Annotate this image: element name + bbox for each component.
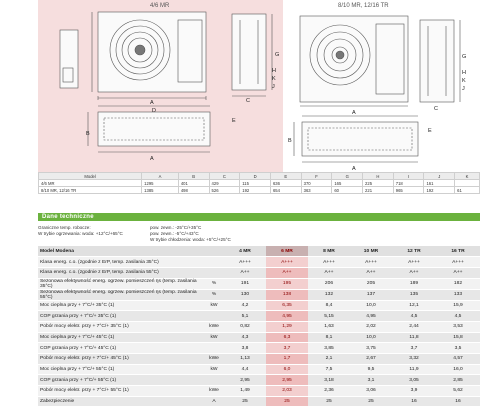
spec-parameter-cell: Sezonowa efektywność energ. ogrzew. pomieszczeń ηs (temp. zasilania 55°C) bbox=[38, 289, 204, 300]
spec-parameter-cell: Klasa energ. c.o. (zgodnie z ErP, temp. zasilania 35°C) bbox=[38, 257, 204, 268]
spec-value-cell: 3,18 bbox=[308, 375, 350, 386]
spec-value-cell: 3,5 bbox=[436, 343, 480, 354]
dims-value-cell: 654 bbox=[270, 187, 301, 194]
spec-header-6mr: 6 MR bbox=[266, 246, 308, 257]
right-top-view bbox=[302, 122, 418, 156]
spec-unit-cell: kW bbox=[204, 332, 224, 343]
spec-value-cell: 15,9 bbox=[436, 300, 480, 311]
spec-value-cell: A+++ bbox=[350, 257, 392, 268]
spec-unit-cell: kW bbox=[204, 364, 224, 375]
spec-row bbox=[38, 257, 480, 268]
spec-value-cell: 16 bbox=[392, 396, 436, 407]
spec-row bbox=[38, 364, 480, 375]
spec-row bbox=[38, 396, 480, 407]
dims-header-cell: I bbox=[393, 173, 424, 180]
dim-label-E-right: E bbox=[428, 128, 432, 134]
spec-value-cell-highlighted: 6,0 bbox=[266, 364, 308, 375]
spec-value-cell-highlighted: 1,7 bbox=[266, 354, 308, 365]
spec-value-cell: 8,4 bbox=[308, 300, 350, 311]
spec-value-cell-highlighted: 2,03 bbox=[266, 386, 308, 397]
spec-value-cell: 5,1 bbox=[224, 311, 266, 322]
spec-value-cell: 5,62 bbox=[436, 386, 480, 397]
dims-header-cell: D bbox=[240, 173, 271, 180]
spec-value-cell: A+++ bbox=[308, 257, 350, 268]
dims-row bbox=[39, 180, 480, 187]
dim-label-A2-right: A bbox=[352, 166, 356, 172]
spec-value-cell: A++ bbox=[436, 267, 480, 278]
dims-header-cell: C bbox=[209, 173, 240, 180]
spec-value-cell-highlighted: 195 bbox=[266, 278, 308, 289]
spec-row bbox=[38, 321, 480, 332]
spec-value-cell-highlighted: A++ bbox=[266, 267, 308, 278]
spec-unit-cell bbox=[204, 311, 224, 322]
spec-value-cell: 1,49 bbox=[224, 386, 266, 397]
dims-value-cell: 221 bbox=[363, 187, 394, 194]
spec-unit-cell bbox=[204, 267, 224, 278]
spec-value-cell-highlighted: 6,35 bbox=[266, 300, 308, 311]
dims-header-cell: B bbox=[178, 173, 209, 180]
spec-value-cell: 3,05 bbox=[392, 375, 436, 386]
dims-value-cell: 192 bbox=[424, 187, 455, 194]
left-model-label: 4/6 MR bbox=[150, 3, 170, 9]
dims-value-cell: 401 bbox=[178, 180, 209, 187]
dim-label-A2-left: A bbox=[150, 156, 154, 162]
dim-label-D-left: D bbox=[152, 108, 156, 114]
dims-value-cell: 225 bbox=[363, 180, 394, 187]
dim-label-A-left: A bbox=[150, 100, 154, 106]
spec-row bbox=[38, 300, 480, 311]
spec-value-cell: 4,2 bbox=[224, 300, 266, 311]
dims-header-cell: A bbox=[142, 173, 179, 180]
spec-unit-cell bbox=[204, 343, 224, 354]
spec-value-cell: 9,5 bbox=[350, 364, 392, 375]
spec-value-cell: 4,95 bbox=[350, 311, 392, 322]
spec-value-cell: 2,67 bbox=[350, 354, 392, 365]
dims-value-cell: 1295 bbox=[142, 180, 179, 187]
spec-unit-cell: kW bbox=[204, 300, 224, 311]
spec-row bbox=[38, 278, 480, 289]
spec-parameter-cell: Moc cieplna przy + 7°C/+ 45°C (1) bbox=[38, 332, 204, 343]
dims-header-cell: F bbox=[301, 173, 332, 180]
spec-unit-cell bbox=[204, 257, 224, 268]
conditions-right-2: pow. zewn.: -5°C/+43°C bbox=[150, 231, 199, 236]
unit-dimension-drawings bbox=[0, 0, 480, 172]
dim-label-C-left: C bbox=[246, 98, 250, 104]
right-model-label: 8/10 MR, 12/16 TR bbox=[338, 3, 389, 9]
dims-header-cell: Model bbox=[39, 173, 142, 180]
spec-row bbox=[38, 343, 480, 354]
spec-value-cell: 2,44 bbox=[392, 321, 436, 332]
spec-row bbox=[38, 267, 480, 278]
spec-value-cell: 11,8 bbox=[392, 332, 436, 343]
spec-value-cell: A++ bbox=[308, 267, 350, 278]
spec-unit-cell: % bbox=[204, 289, 224, 300]
spec-value-cell: 133 bbox=[436, 289, 480, 300]
spec-value-cell: 137 bbox=[350, 289, 392, 300]
spec-value-cell: 4,4 bbox=[224, 364, 266, 375]
spec-header-unit bbox=[204, 246, 224, 257]
technical-spec-table bbox=[38, 246, 480, 407]
spec-value-cell: 11,9 bbox=[392, 364, 436, 375]
spec-value-cell: A++ bbox=[224, 267, 266, 278]
spec-header-12tr: 12 TR bbox=[392, 246, 436, 257]
spec-value-cell: 8,1 bbox=[308, 332, 350, 343]
spec-parameter-cell: COP grzania przy + 7°C/+ 35°C (1) bbox=[38, 311, 204, 322]
spec-value-cell: 2,02 bbox=[350, 321, 392, 332]
spec-header-8mr: 8 MR bbox=[308, 246, 350, 257]
spec-parameter-cell: Zabezpieczenie bbox=[38, 396, 204, 407]
dims-value-cell: 370 bbox=[301, 180, 332, 187]
dims-value-cell bbox=[455, 180, 480, 187]
spec-value-cell: 3,53 bbox=[436, 321, 480, 332]
dim-label-K-right: K bbox=[462, 78, 466, 84]
dim-label-G-right: G bbox=[462, 54, 467, 60]
spec-value-cell: 16,0 bbox=[436, 364, 480, 375]
spec-value-cell: 0,82 bbox=[224, 321, 266, 332]
spec-row bbox=[38, 354, 480, 365]
spec-value-cell: A+++ bbox=[436, 257, 480, 268]
spec-parameter-cell: Sezonowa efektywność energ. ogrzew. pomieszczeń ηs (temp. zasilania 35°C) bbox=[38, 278, 204, 289]
dims-value-cell: 165 bbox=[332, 180, 363, 187]
spec-value-cell: 191 bbox=[224, 278, 266, 289]
dim-label-H-right: H bbox=[462, 70, 466, 76]
dims-value-cell: 115 bbox=[240, 180, 271, 187]
spec-row bbox=[38, 289, 480, 300]
dims-value-cell: 636 bbox=[270, 180, 301, 187]
dims-value-cell: 192 bbox=[240, 187, 271, 194]
spec-value-cell: 15,8 bbox=[436, 332, 480, 343]
spec-value-cell: 2,36 bbox=[308, 386, 350, 397]
conditions-right-1: pow. zewn.: -25°C/+35°C bbox=[150, 225, 202, 230]
spec-value-cell: 3,06 bbox=[350, 386, 392, 397]
spec-value-cell-highlighted: 4,95 bbox=[266, 311, 308, 322]
spec-value-cell: 5,15 bbox=[308, 311, 350, 322]
dims-header-cell: K bbox=[455, 173, 480, 180]
spec-header-row bbox=[38, 246, 480, 257]
spec-value-cell: 205 bbox=[350, 278, 392, 289]
dim-label-C-right: C bbox=[434, 106, 438, 112]
dims-row bbox=[39, 187, 480, 194]
dim-label-B-left: B bbox=[86, 131, 90, 137]
dim-label-K-left: K bbox=[272, 76, 276, 82]
spec-value-cell: 4,5 bbox=[392, 311, 436, 322]
spec-value-cell: 3,75 bbox=[350, 343, 392, 354]
spec-value-cell-highlighted: 6,3 bbox=[266, 332, 308, 343]
spec-value-cell: 16 bbox=[436, 396, 480, 407]
dims-header-cell: J bbox=[424, 173, 455, 180]
dims-value-cell: 60 bbox=[332, 187, 363, 194]
spec-header-10mr: 10 MR bbox=[350, 246, 392, 257]
spec-row bbox=[38, 311, 480, 322]
spec-value-cell: 132 bbox=[308, 289, 350, 300]
dims-header-cell: G bbox=[332, 173, 363, 180]
spec-value-cell: 189 bbox=[392, 278, 436, 289]
spec-unit-cell: % bbox=[204, 278, 224, 289]
spec-value-cell: 4,3 bbox=[224, 332, 266, 343]
conditions-left-2: W trybie ogrzewania: woda: +12°C/+65°C bbox=[38, 231, 123, 236]
dims-header-cell: H bbox=[363, 173, 394, 180]
spec-value-cell: 25 bbox=[308, 396, 350, 407]
spec-parameter-cell: Moc cieplna przy + 7°C/+ 55°C (1) bbox=[38, 364, 204, 375]
dim-label-J-right: J bbox=[462, 86, 465, 92]
spec-value-cell: 182 bbox=[436, 278, 480, 289]
dims-model-cell: 4/6 MR bbox=[39, 180, 142, 187]
spec-value-cell: 1,13 bbox=[224, 354, 266, 365]
spec-value-cell: 3,1 bbox=[350, 375, 392, 386]
spec-unit-cell: kWe bbox=[204, 321, 224, 332]
spec-value-cell: 3,9 bbox=[392, 386, 436, 397]
spec-value-cell: 10,0 bbox=[350, 332, 392, 343]
dim-label-G-left: G bbox=[275, 52, 280, 58]
spec-value-cell-highlighted: 25 bbox=[266, 396, 308, 407]
spec-value-cell: 2,85 bbox=[436, 375, 480, 386]
dim-label-E-left: E bbox=[232, 118, 236, 124]
spec-unit-cell bbox=[204, 375, 224, 386]
spec-unit-cell: A bbox=[204, 396, 224, 407]
dims-model-cell: 8/10 MR, 12/16 TR bbox=[39, 187, 142, 194]
spec-header-16tr: 16 TR bbox=[436, 246, 480, 257]
dims-value-cell: 526 bbox=[209, 187, 240, 194]
dims-value-cell: 61 bbox=[455, 187, 480, 194]
dims-value-cell: 718 bbox=[393, 180, 424, 187]
spec-value-cell: A+++ bbox=[392, 257, 436, 268]
dims-value-cell: 161 bbox=[424, 180, 455, 187]
dims-value-cell: 363 bbox=[301, 187, 332, 194]
spec-header-4mr: 4 MR bbox=[224, 246, 266, 257]
spec-value-cell: 3,85 bbox=[308, 343, 350, 354]
conditions-right-3: W trybie chłodzenia: woda: +5°C/+25°C bbox=[150, 237, 231, 242]
spec-unit-cell: kWe bbox=[204, 386, 224, 397]
dimensions-table bbox=[38, 172, 480, 194]
spec-unit-cell: kWe bbox=[204, 354, 224, 365]
dim-label-J-left: J bbox=[272, 84, 275, 90]
spec-value-cell: 4,57 bbox=[436, 354, 480, 365]
spec-value-cell: 3,8 bbox=[224, 343, 266, 354]
spec-value-cell-highlighted: 138 bbox=[266, 289, 308, 300]
spec-value-cell: 25 bbox=[350, 396, 392, 407]
spec-row bbox=[38, 332, 480, 343]
spec-parameter-cell: Pobór mocy elektr. przy + 7°C/+ 35°C (1) bbox=[38, 321, 204, 332]
spec-row bbox=[38, 375, 480, 386]
dim-label-B-right: B bbox=[288, 138, 292, 144]
spec-parameter-cell: Pobór mocy elektr. przy + 7°C/+ 45°C (1) bbox=[38, 354, 204, 365]
spec-value-cell-highlighted: 2,95 bbox=[266, 375, 308, 386]
spec-value-cell-highlighted: 3,7 bbox=[266, 343, 308, 354]
spec-parameter-cell: COP grzania przy + 7°C/+ 55°C (1) bbox=[38, 375, 204, 386]
spec-value-cell: 206 bbox=[308, 278, 350, 289]
conditions-left-1: Graniczne temp. robocze: bbox=[38, 225, 91, 230]
spec-parameter-cell: Klasa energ. c.o. (zgodnie z ErP, temp. zasilania 55°C) bbox=[38, 267, 204, 278]
spec-value-cell: A++ bbox=[350, 267, 392, 278]
spec-value-cell: A++ bbox=[392, 267, 436, 278]
dims-value-cell: 498 bbox=[178, 187, 209, 194]
dim-label-A-right: A bbox=[352, 110, 356, 116]
spec-value-cell: 7,5 bbox=[308, 364, 350, 375]
section-title: Dane techniczne bbox=[42, 214, 94, 220]
spec-value-cell: 1,63 bbox=[308, 321, 350, 332]
spec-value-cell-highlighted: 1,29 bbox=[266, 321, 308, 332]
left-top-view bbox=[98, 112, 210, 146]
dims-header-row bbox=[39, 173, 480, 180]
spec-value-cell: 12,1 bbox=[392, 300, 436, 311]
spec-value-cell-highlighted: A+++ bbox=[266, 257, 308, 268]
spec-value-cell: 2,95 bbox=[224, 375, 266, 386]
spec-row bbox=[38, 386, 480, 397]
dim-label-H-left: H bbox=[272, 68, 276, 74]
spec-value-cell: 2,1 bbox=[308, 354, 350, 365]
dims-value-cell: 965 bbox=[393, 187, 424, 194]
spec-value-cell: 4,5 bbox=[436, 311, 480, 322]
dims-header-cell: E bbox=[270, 173, 301, 180]
dims-value-cell: 429 bbox=[209, 180, 240, 187]
technical-drawings bbox=[0, 0, 480, 172]
spec-value-cell: 25 bbox=[224, 396, 266, 407]
spec-value-cell: 130 bbox=[224, 289, 266, 300]
spec-parameter-cell: Pobór mocy elektr. przy + 7°C/+ 55°C (1) bbox=[38, 386, 204, 397]
spec-parameter-cell: Moc cieplna przy + 7°C/+ 35°C (1) bbox=[38, 300, 204, 311]
dims-value-cell: 1385 bbox=[142, 187, 179, 194]
spec-value-cell: 10,0 bbox=[350, 300, 392, 311]
spec-parameter-cell: COP grzania przy + 7°C/+ 45°C (1) bbox=[38, 343, 204, 354]
section-header-bar bbox=[38, 213, 480, 221]
spec-value-cell: 135 bbox=[392, 289, 436, 300]
spec-value-cell: A+++ bbox=[224, 257, 266, 268]
right-front-unit bbox=[300, 16, 408, 102]
spec-value-cell: 3,7 bbox=[392, 343, 436, 354]
spec-header-model: Model Modena bbox=[38, 246, 204, 257]
spec-value-cell: 3,32 bbox=[392, 354, 436, 365]
